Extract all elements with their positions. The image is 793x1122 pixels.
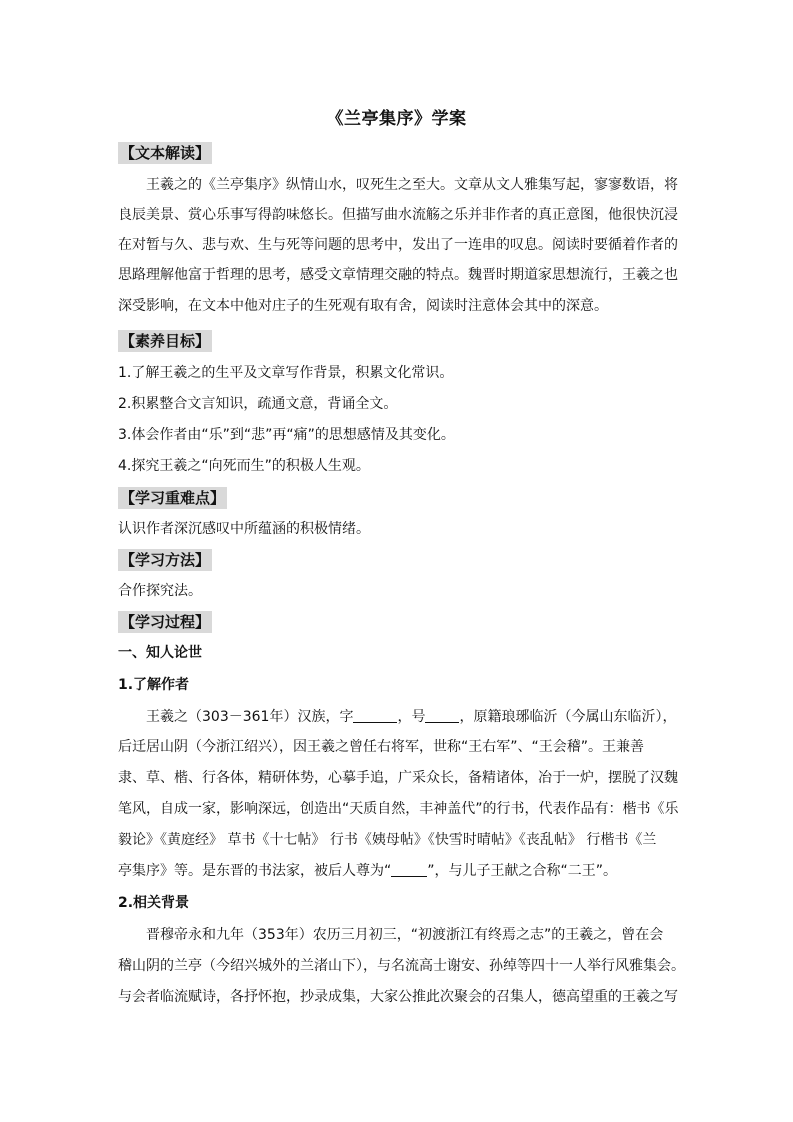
- author-text: 亭集序》等。是东晋的书法家，被后人尊为“: [118, 863, 392, 879]
- paragraph-line: 与会者临流赋诗，各抒怀抱，抄录成集，大家公推此次聚会的召集人，德高望重的王羲之写: [118, 989, 678, 1005]
- section-heading-key-points: 【学习重难点】: [120, 489, 226, 507]
- author-text: ，原籍琅琊临沂（今属山东临沂），: [459, 709, 677, 725]
- paragraph-line: 思路理解他富于哲理的思考，感受文章情理交融的特点。魏晋时期道家思想流行，王羲之也: [118, 267, 678, 283]
- goal-item: 1.了解王羲之的生平及文章写作背景，积累文化常识。: [118, 365, 454, 381]
- goal-item: 4.探究王羲之“向死而生”的积极人生观。: [118, 458, 370, 474]
- paragraph-line: 晋穆帝永和九年（353年）农历三月初三，“初渡浙江有终焉之志”的王羲之，曾在会: [146, 927, 664, 943]
- fill-blank-title[interactable]: [391, 862, 427, 877]
- fill-blank-courtesy-name[interactable]: [353, 708, 397, 723]
- subsection-heading-author: 1.了解作者: [118, 677, 190, 693]
- paragraph-line: 稽山阴的兰亭（今绍兴城外的兰渚山下），与名流高士谢安、孙绰等四十一人举行风雅集会。: [118, 958, 685, 974]
- part-heading: 一、知人论世: [118, 645, 202, 661]
- paragraph-line: 在对暂与久、悲与欢、生与死等问题的思考中，发出了一连串的叹息。阅读时要循着作者的: [118, 237, 678, 253]
- paragraph-line: 后迁居山阴（今浙江绍兴），因王羲之曾任右将军，世称“王右军”、“王会稽”。王兼善: [118, 739, 645, 755]
- paragraph-line: 笔风，自成一家，影响深远，创造出“天质自然，丰神盖代”的行书，代表作品有：楷书《乐: [118, 801, 679, 817]
- paragraph-line: 良辰美景、赏心乐事写得韵味悠长。但描写曲水流觞之乐并非作者的真正意图，他很快沉浸: [118, 207, 678, 223]
- section-heading-goals: 【素养目标】: [120, 332, 211, 350]
- subsection-heading-background: 2.相关背景: [118, 895, 190, 911]
- goal-item: 3.体会作者由“乐”到“悲”再“痛”的思想感情及其变化。: [118, 427, 455, 443]
- author-text: 王羲之（303－361年）汉族，字: [146, 709, 354, 725]
- goal-item: 2.积累整合文言知识，疏通文意，背诵全文。: [118, 396, 398, 412]
- paragraph-line: 隶、草、楷、行各体，精研体势，心摹手追，广采众长，备精诸体，冶于一炉，摆脱了汉魏: [118, 770, 678, 786]
- document-title: 《兰亭集序》学案: [326, 109, 467, 129]
- method-text: 合作探究法。: [118, 583, 202, 599]
- author-line-6: [118, 861, 617, 881]
- author-text: ”，与儿子王献之合称“二王”。: [427, 863, 618, 879]
- fill-blank-art-name[interactable]: [425, 708, 459, 723]
- section-heading-process: 【学习过程】: [120, 613, 211, 631]
- paragraph-line: 王羲之的《兰亭集序》纵情山水，叹死生之至大。文章从文人雅集写起，寥寥数语，将: [146, 177, 678, 193]
- author-line-1: [146, 707, 676, 727]
- author-text: ，号: [397, 709, 426, 725]
- section-heading-text-interpretation: 【文本解读】: [120, 144, 211, 162]
- section-heading-method: 【学习方法】: [120, 551, 211, 569]
- paragraph-line: 深受影响，在文本中他对庄子的生死观有取有舍，阅读时注意体会其中的深意。: [118, 298, 608, 314]
- key-points-text: 认识作者深沉感叹中所蕴涵的积极情绪。: [118, 521, 370, 537]
- paragraph-line: 毅论》《黄庭经》 草书《十七帖》 行书《姨母帖》《快雪时晴帖》《丧乱帖》 行楷书《兰: [118, 832, 657, 848]
